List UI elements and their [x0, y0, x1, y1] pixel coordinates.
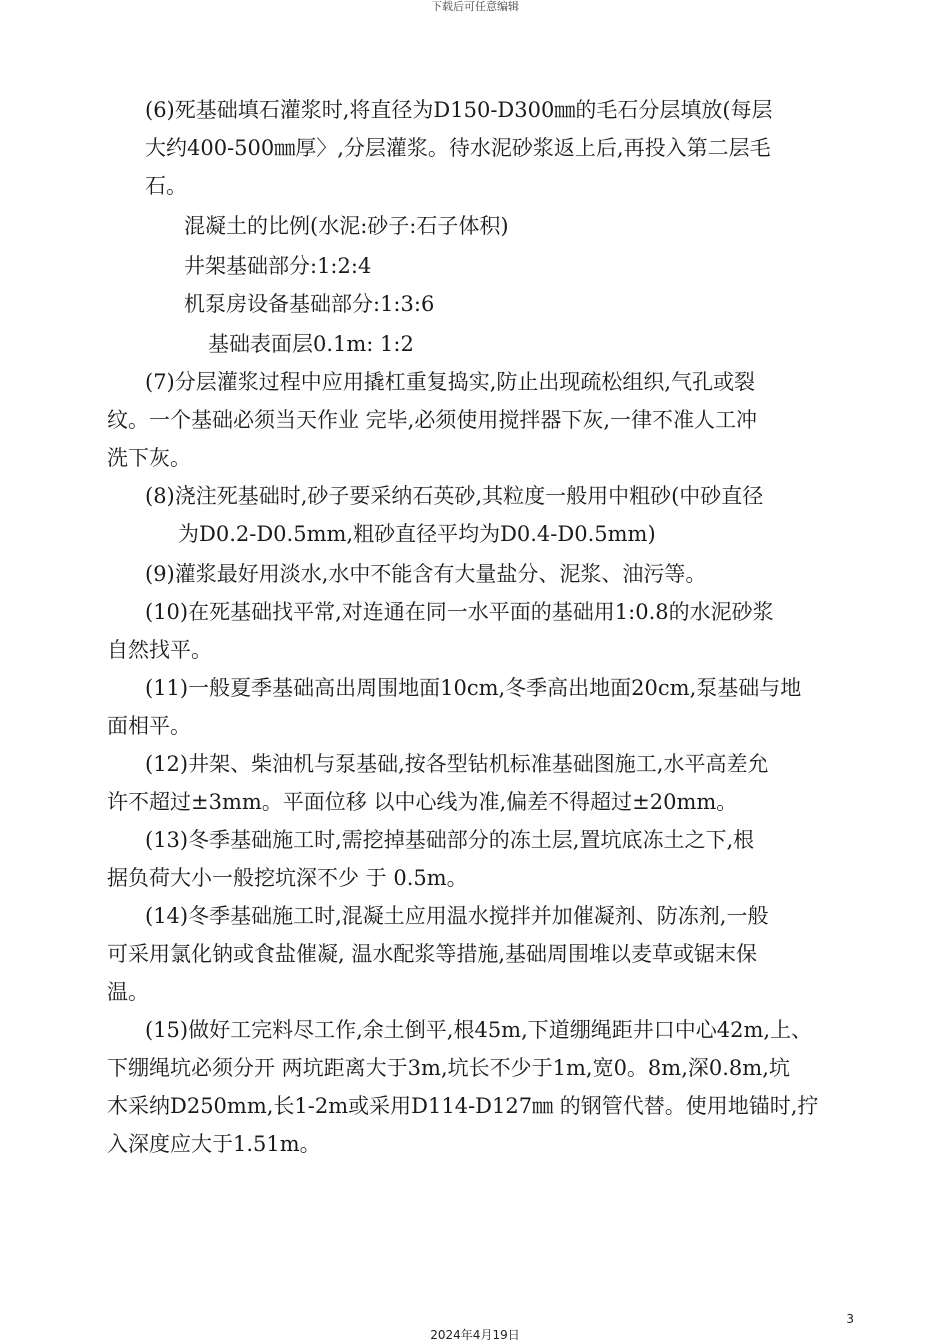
text-line: 为D0.2-D0.5mm,粗砂直径平均为D0.4-D0.5mm) — [178, 522, 656, 546]
text-line: 据负荷大小一般挖坑深不少 于 0.5m。 — [107, 866, 468, 890]
text-line: 面相平。 — [107, 714, 191, 738]
text-line: (8)浇注死基础时,砂子要采纳石英砂,其粒度一般用中粗砂(中砂直径 — [145, 484, 764, 508]
text-line: (15)做好工完料尽工作,余土倒平,根45m,下道绷绳距井口中心42m,上、 — [145, 1018, 813, 1042]
text-line: (13)冬季基础施工时,需挖掉基础部分的冻土层,置坑底冻土之下,根 — [145, 828, 755, 852]
text-line: 入深度应大于1.51m。 — [107, 1132, 321, 1156]
text-line: (12)井架、柴油机与泵基础,按各型钻机标准基础图施工,水平高差允 — [145, 752, 769, 776]
page-number: 3 — [846, 1312, 854, 1326]
text-line: 可采用氯化钠或食盐催凝, 温水配浆等措施,基础周围堆以麦草或锯末保 — [107, 942, 758, 966]
text-line: 混凝土的比例(水泥:砂子:石子体积) — [184, 214, 509, 238]
text-line: 纹。一个基础必须当天作业 完毕,必须使用搅拌器下灰,一律不准人工冲 — [107, 408, 758, 432]
footer-date: 2024年4月19日 — [430, 1328, 520, 1342]
text-line: (9)灌浆最好用淡水,水中不能含有大量盐分、泥浆、油污等。 — [145, 562, 707, 586]
text-line: (10)在死基础找平常,对连通在同一水平面的基础用1:0.8的水泥砂浆 — [145, 600, 774, 624]
text-line: 井架基础部分:1:2:4 — [184, 254, 372, 278]
text-line: (14)冬季基础施工时,混凝土应用温水搅拌并加催凝剂、防冻剂,一般 — [145, 904, 769, 928]
text-line: 下绷绳坑必须分开 两坑距离大于3m,坑长不少于1m,宽0。8m,深0.8m,坑 — [107, 1056, 790, 1080]
page-header: 下载后可任意编辑 — [431, 0, 519, 13]
text-line: (7)分层灌浆过程中应用撬杠重复捣实,防止出现疏松组织,气孔或裂 — [145, 370, 756, 394]
text-line: (6)死基础填石灌浆时,将直径为D150-D300㎜的毛石分层填放(每层 — [145, 98, 773, 122]
text-line: 温。 — [107, 980, 149, 1004]
text-line: 自然找平。 — [107, 638, 212, 662]
text-line: 基础表面层0.1m: 1:2 — [208, 332, 414, 356]
text-line: (11)一般夏季基础高出周围地面10cm,冬季高出地面20cm,泵基础与地 — [145, 676, 802, 700]
text-line: 大约400-500㎜厚〉,分层灌浆。待水泥砂浆返上后,再投入第二层毛 — [145, 136, 771, 160]
text-line: 石。 — [145, 174, 187, 198]
text-line: 许不超过±3mm。平面位移 以中心线为准,偏差不得超过±20mm。 — [107, 790, 738, 814]
text-line: 洗下灰。 — [107, 446, 191, 470]
text-line: 机泵房设备基础部分:1:3:6 — [184, 292, 435, 316]
text-line: 木采纳D250mm,长1-2m或采用D114-D127㎜ 的钢管代替。使用地锚时,拧 — [107, 1094, 819, 1118]
